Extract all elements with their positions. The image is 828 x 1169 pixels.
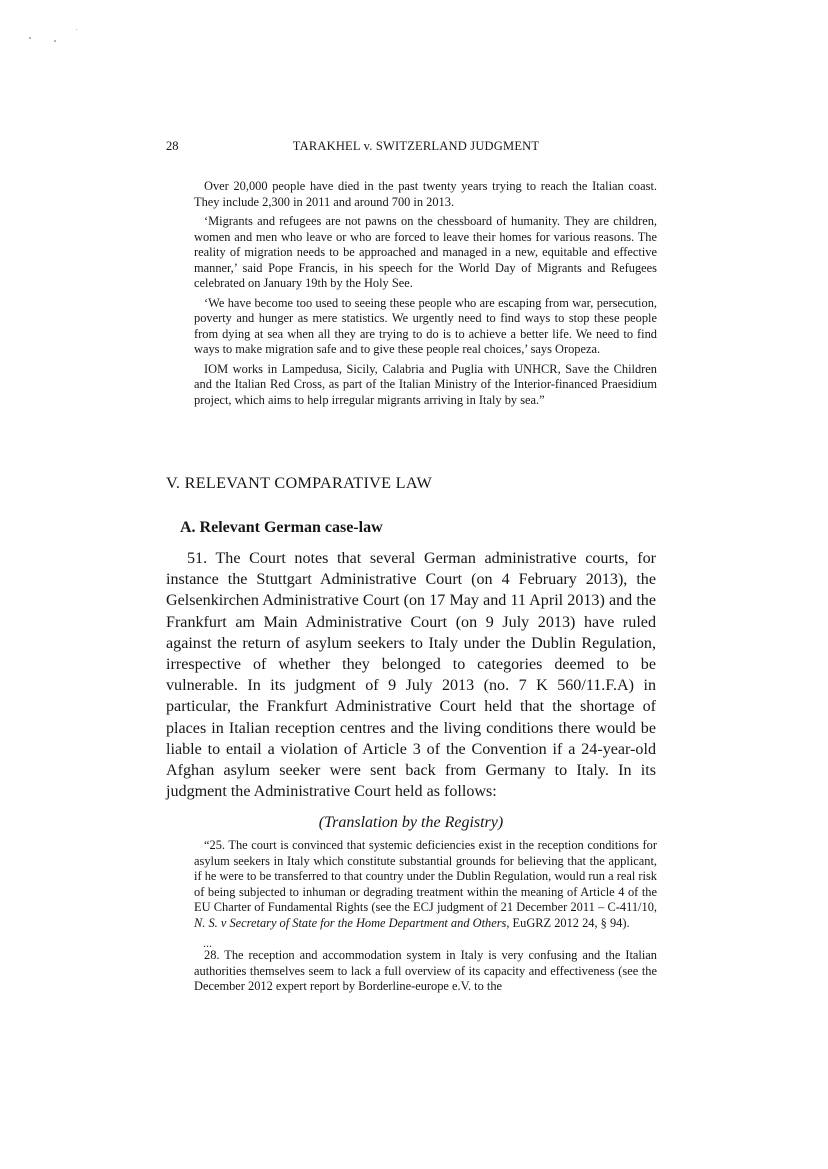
quote-paragraph: ‘We have become too used to seeing these people who are escaping from war, persecution, poverty and hunger as mere statistics. We urgently need to find ways to stop these people from dying at sea when all they are trying to do is to achieve a better life. We need to find ways to make migration safe and to give these people real choices,’ says Oropeza.: [194, 295, 657, 356]
quote-block-iom: [194, 179, 657, 412]
quote-25-text: “25. The court is convinced that systemic deficiencies exist in the reception conditions for asylum seekers in Italy which constitute substantial grounds for believing that the applicant, if he were to be transferred to that country under the Dublin Regulation, would run a real risk of being subjected to inhuman or degrading treatment within the meaning of Article 4 of the EU Charter of Fundamental Rights (see the ECJ judgment of 21 December 2011 – C-411/10,: [194, 838, 657, 914]
ellipsis: ...: [203, 936, 212, 950]
scan-speck: [54, 40, 56, 42]
quote-paragraph-25: [194, 838, 657, 931]
case-name: N. S. v Secretary of State for the Home Department and Others: [194, 915, 507, 930]
page-number: 28: [166, 139, 179, 153]
scan-speck: [76, 29, 77, 30]
page-header: [166, 138, 666, 154]
quote-paragraph: Over 20,000 people have died in the past twenty years trying to reach the Italian coast. They include 2,300 in 2011 and around 700 in 2013.: [194, 179, 657, 209]
translation-note: (Translation by the Registry): [318, 814, 504, 831]
quote-paragraph: ‘Migrants and refugees are not pawns on the chessboard of humanity. They are children, women and men who leave or who are forced to leave their homes for various reasons. The reality of migration needs to be approached and managed in a new, equitable and effective manner,’ said Pope Francis, in his speech for the World Day of Migrants and Refugees celebrated on January 19th by the Holy See.: [194, 214, 657, 290]
section-heading: V. RELEVANT COMPARATIVE LAW: [166, 474, 433, 492]
quote-block-judgment: [194, 838, 657, 935]
paragraph-51: 51. The Court notes that several German administrative courts, for instance the Stuttgart Administrative Court (on 4 February 2013), the Gelsenkirchen Administrative Court (on 17 May and 11 April 2013) and the Frankfurt am Main Administrative Court (on 9 July 2013) have ruled against the return of asylum seekers to Italy under the Dublin Regulation, irrespective of whether they belonged to categories deemed to be vulnerable. In its judgment of 9 July 2013 (no. 7 K 560/11.F.A) in particular, the Frankfurt Administrative Court held that the shortage of places in Italian reception centres and the living conditions there would be liable to entail a violation of Article 3 of the Convention if a 24-year-old Afghan asylum seeker were sent back from Germany to Italy. In its judgment the Administrative Court held as follows:: [166, 550, 656, 801]
subsection-heading: A. Relevant German case-law: [180, 519, 383, 536]
quote-block-judgment-continued: [194, 948, 657, 999]
quote-paragraph: IOM works in Lampedusa, Sicily, Calabria and Puglia with UNHCR, Save the Children and the Italian Red Cross, as part of the Italian Ministry of the Interior-financed Praesidium project, which aims to help irregular migrants arriving in Italy by sea.”: [194, 361, 657, 407]
scan-speck: [29, 37, 31, 39]
quote-25-citation: , EuGRZ 2012 24, § 94).: [506, 915, 630, 930]
quote-paragraph-28: 28. The reception and accommodation system in Italy is very confusing and the Italian authorities themselves seem to lack a full overview of its capacity and effectiveness (see the December 2012 expert report by Borderline-europe e.V. to the: [194, 948, 657, 993]
running-title: TARAKHEL v. SWITZERLAND JUDGMENT: [292, 139, 540, 153]
